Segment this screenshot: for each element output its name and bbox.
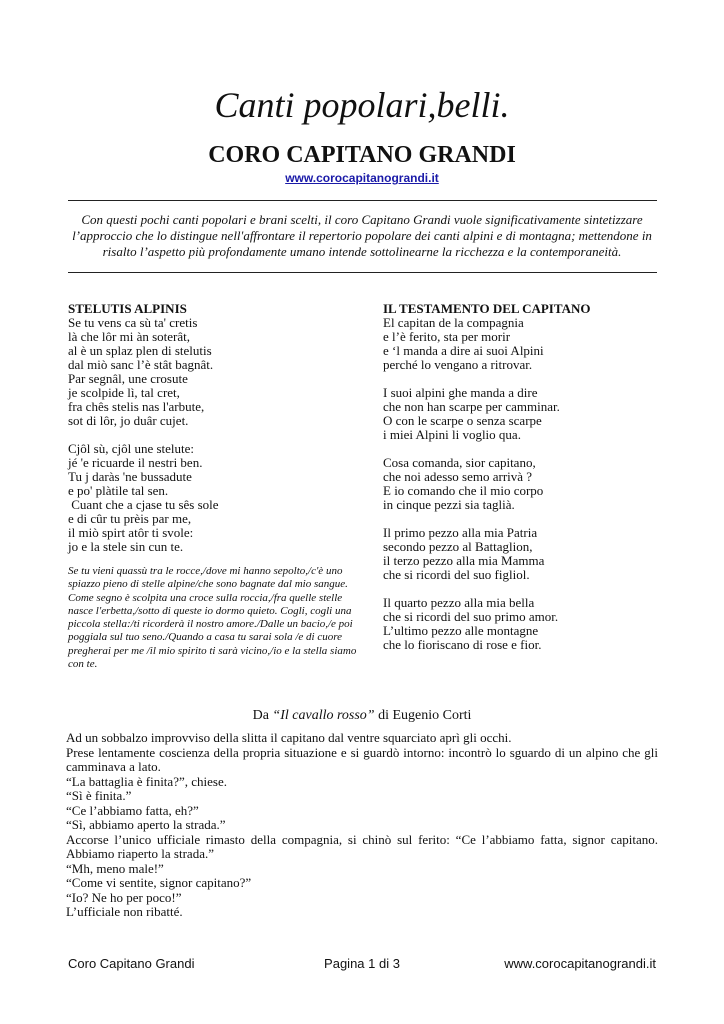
divider-bottom [68,272,657,273]
excerpt-paragraph: “Come vi sentite, signor capitano?” [66,875,252,890]
excerpt-source [0,708,724,724]
footer-choir-name: Coro Capitano Grandi [68,956,195,971]
excerpt-paragraph: “Io? Ne ho per poco!” [66,889,182,905]
song-stanza: El capitan de la compagnia e l’è ferito, sta per morir e ‘l manda a dire ai suoi Alpini perché lo vengano a ritrovar. [383,315,544,372]
excerpt-paragraph: Accorse l’unico ufficiale rimasto della compagnia, si chinò sul ferito: “Ce l’abbiamo fatta, signor capitano. Abbiamo riaperto la strada.” [66,831,658,861]
song-title: STELUTIS ALPINIS [68,301,187,316]
excerpt-book-title: “Il cavallo rosso” [272,708,375,723]
song-translation: Se tu vieni quassù tra le rocce,/dove mi hanno sepolto,/c'è uno spiazzo pieno di stelle alpine/che sono bagnate dal mio sangue. Come segno è scolpita una croce sulla roccia,/fra quelle stelle nasce l'erbetta,/sotto di queste io dormo quieto. Cogli, cogli una piccola stella:/ti ricorderà il nostro amore./Dalle un bacio,/e poi poggiala sul tuo seno./Quando a casa tu sarai sola /e di cuore pregherai per me /il mio spirito ti sarà vicino,/io e la stella siamo con te. [68,565,357,671]
song-stanza: Il primo pezzo alla mia Patria secondo pezzo al Battaglion, il terzo pezzo alla mia Mamma che si ricordi del suo figliol. [383,525,545,582]
song-testamento-del-capitano [383,301,673,652]
website-link[interactable]: www.corocapitanograndi.it [285,171,439,185]
song-stanza: Il quarto pezzo alla mia bella che si ricordi del suo primo amor. L’ultimo pezzo alle montagne che lo fioriscano di rose e fior. [383,595,559,652]
excerpt-paragraph: “Sì, abbiamo aperto la strada.” [66,817,226,832]
choir-name: CORO CAPITANO GRANDI [208,142,516,168]
excerpt-paragraph: “Mh, meno male!” [66,860,164,876]
song-stanza: Se tu vens ca sù ta' cretis là che lôr mi àn soterât, al è un splaz plen di stelutis dal miò sanc l’è stât bagnât. Par segnâl, une crosute je scolpide lì, tal cret, fra chês stelis nas l'arbute, sot di lôr, jo duâr cujet. [68,315,214,428]
excerpt-paragraph: “Sì è finita.” [66,788,132,803]
song-stanza: Cosa comanda, sior capitano, che noi adesso semo arrivà ? E io comando che il mio corpo in cinque pezzi sia taglià. [383,455,544,512]
song-stelutis-alpinis [68,301,358,554]
excerpt-text [66,731,658,920]
excerpt-paragraph: L’ufficiale non ribatté. [66,904,183,919]
footer-page-number: Pagina 1 di 3 [324,956,400,971]
excerpt-paragraph: Ad un sobbalzo improvviso della slitta il capitano dal ventre squarciato aprì gli occhi. [66,730,512,745]
excerpt-suffix: di Eugenio Corti [374,708,472,723]
page-title: Canti popolari,belli. [214,85,510,125]
song-stanza: Cjôl sù, cjôl une stelute: jé 'e ricuarde il nestri ben. Tu j daràs 'ne bussadute e po' plàtile tal sen. Cuant che a cjase tu sês sole e di cûr tu prèis par me, il miò spirt atôr ti svole: jo e la stele sin cun te. [68,441,219,554]
footer-website[interactable]: www.corocapitanograndi.it [504,956,656,971]
song-title: IL TESTAMENTO DEL CAPITANO [383,301,591,316]
song-stanza: I suoi alpini ghe manda a dire che non han scarpe per camminar. O con le scarpe o senza scarpe i miei Alpini li voglio qua. [383,385,560,442]
excerpt-paragraph: “La battaglia è finita?”, chiese. [66,773,227,789]
excerpt-paragraph: “Ce l’abbiamo fatta, eh?” [66,802,199,818]
excerpt-prefix: Da [252,708,273,723]
intro-text: Con questi pochi canti popolari e brani scelti, il coro Capitano Grandi vuole significativamente sintetizzare l’approccio che lo distingue nell'affrontare il repertorio popolare dei canti alpini e di montagna; mettendone in risalto l’aspetto più profondamente umano intende sottolinearne la ricchezza e la contemporaneità. [72,212,652,259]
excerpt-paragraph: Prese lentamente coscienza della propria situazione e si guardò intorno: incontrò lo sguardo di un alpino che gli camminava a lato. [66,744,658,774]
divider-top [68,200,657,201]
